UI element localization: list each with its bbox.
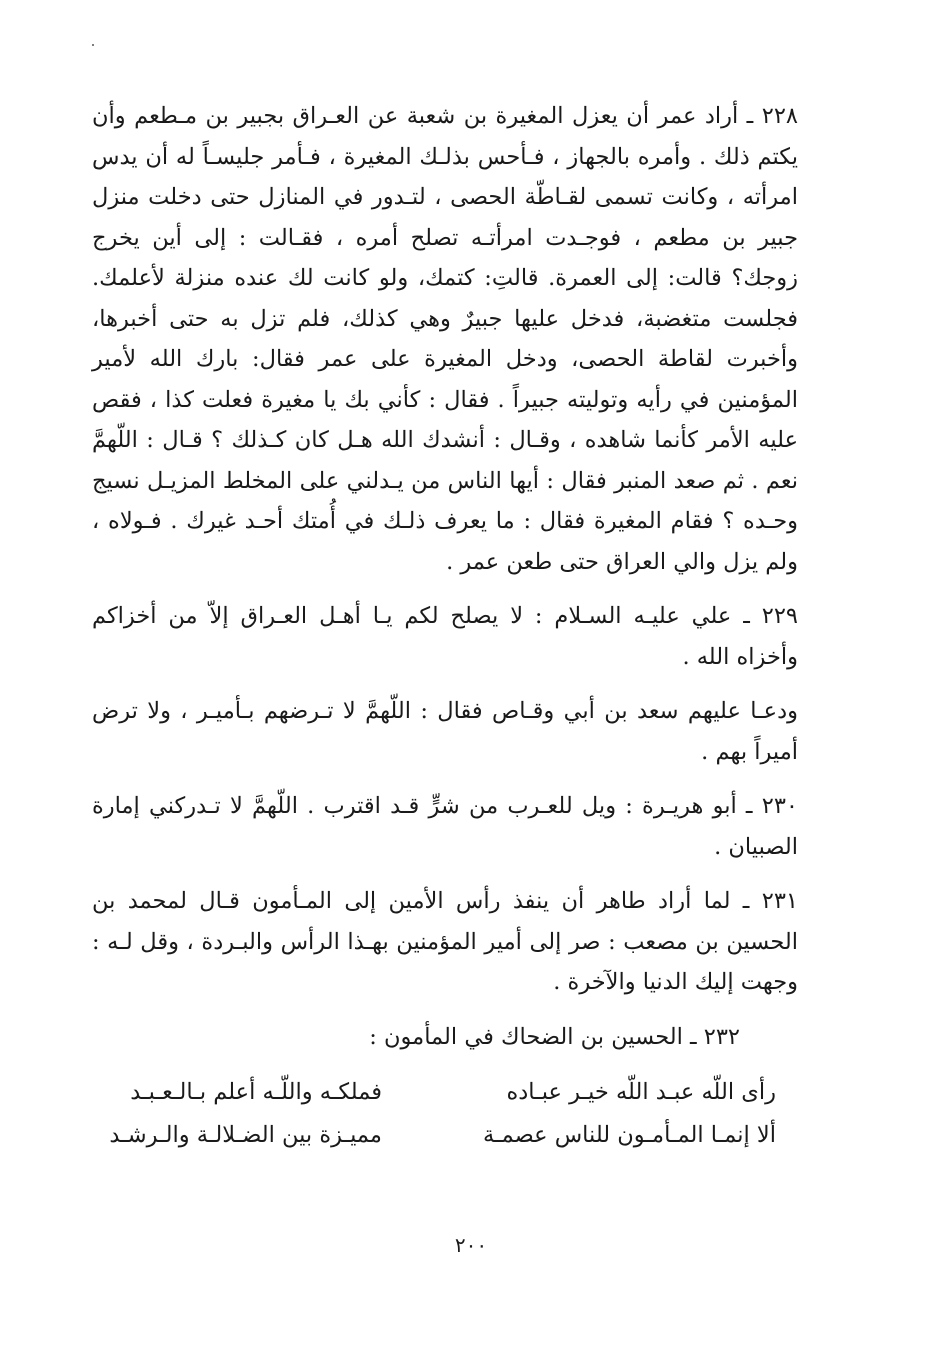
poem-verses (92, 1071, 798, 1157)
poem-intro: ٢٣٢ ـ الحسين بن الضحاك في المأمون : (369, 1023, 740, 1050)
paragraph-saad: ودعـا عليهم سعد بن أبي وقـاص فقال : اللّهمَّ لا تـرضهم بـأميـر ، ولا ترض أميراً بهم . (92, 698, 798, 765)
verse-1-second-hemistich: فملكـه واللّـه أعلم بـالـعـبـد (130, 1079, 382, 1105)
page-number: ٢٠٠ (454, 1233, 488, 1257)
paragraph-229: ٢٢٩ ـ علي عليـه السـلام : لا يصلح لكم يـا أهـل العـراق إلاّ من أخزاكم وأخزاه الله . (92, 603, 798, 670)
verse-1-first-hemistich: رأى اللّه عبـد اللّه خيـر عبـاده (506, 1079, 776, 1105)
paragraph-231: ٢٣١ ـ لما أراد طاهر أن ينفذ رأس الأمين إلى المـأمون قـال لمحمد بن الحسين بن مصعب : صر إلى أمير المؤمنين بهـذا الرأس والبـردة ، وقل لـه : وجهت إليك الدنيا والآخرة . (92, 888, 798, 995)
verse-2-first-hemistich: ألا إنمـا المـأمـون للناس عصمـة (482, 1122, 776, 1148)
verse-line-1 (92, 1071, 798, 1114)
paragraph-230: ٢٣٠ ـ أبو هريـرة : ويل للعـرب من شرٍّ قـد اقترب . اللّهمَّ لا تـدركني إمارة الصبيان . (92, 793, 798, 860)
verse-2-second-hemistich: مميـزة بين الضـلالـة والـرشـد (109, 1122, 382, 1148)
scan-speck (92, 44, 94, 46)
page-body (92, 96, 798, 1157)
verse-line-2 (92, 1114, 798, 1157)
paragraph-228: ٢٢٨ ـ أراد عمر أن يعزل المغيرة بن شعبة عن العـراق بجبير بن مـطعم وأن يكتم ذلك . وأمره بالجهاز ، فـأحس بذلـك المغيرة ، فـأمر جليسـاً له أن يدس امرأته ، وكانت تسمى لقـاطّة الحصى ، لتـدور في المنازل حتى دخلت منزل جبير بن مطعم ، فوجـدت امرأتـه تصلح أمره ، فقـالت : إلى أين يخرج زوجك؟ قالت: إلى العمرة. قالتِ: كتمك، ولو كانت لك عنده منزلة لأعلمك. فجلست متغضبة، فدخل عليها جبيرٌ وهي كذلك، فلم تزل به حتى أخبرها، وأخبرت لقاطة الحصى، ودخل المغيرة على عمر فقال: بارك الله لأمير المؤمنين في رأيه وتوليته جبيراً . فقال : كأني بك يا مغيرة فعلت كذا ، فقص عليه الأمر كأنما شاهده ، وقـال : أنشدك الله هـل كان كـذلك ؟ قـال : اللّهمَّ نعم . ثم صعد المنبر فقال : أيها الناس من يـدلني على المخلط المزيـل نسيج وحـده ؟ فقام المغيرة فقال : ما يعرف ذلـك في أُمتك أحـد غيرك . فـولاه ، ولم يزل والي العراق حتى طعن عمر . (92, 103, 798, 575)
